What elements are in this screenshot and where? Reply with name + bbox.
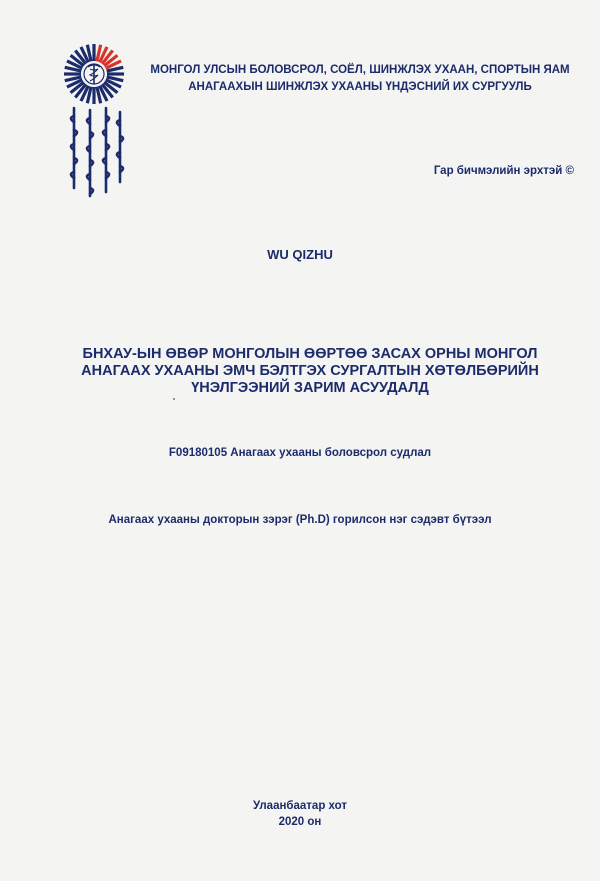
copyright-notice: Гар бичмэлийн эрхтэй © bbox=[433, 165, 574, 177]
ministry-name: МОНГОЛ УЛСЫН БОЛОВСРОЛ, СОЁЛ, ШИНЖЛЭХ УХААН, СПОРТЫН ЯАМ bbox=[150, 64, 570, 76]
title-line-2: АНАГААХ УХААНЫ ЭМЧ БЭЛТГЭХ СУРГАЛТЫН ХӨТӨЛБӨРИЙН bbox=[81, 363, 539, 379]
title-line-1: БНХАУ-ЫН ӨВӨР МОНГОЛЫН ӨӨРТӨӨ ЗАСАХ ОРНЫ МОНГОЛ bbox=[82, 346, 538, 362]
author-name: WU QIZHU bbox=[267, 247, 333, 262]
mongolian-script-emblem bbox=[60, 104, 130, 204]
thesis-title bbox=[40, 346, 580, 397]
scan-speck bbox=[173, 398, 175, 400]
title-line-3: ҮНЭЛГЭЭНИЙ ЗАРИМ АСУУДАЛД bbox=[191, 380, 429, 396]
specialty-code: F09180105 Анагаах ухааны боловсрол судлал bbox=[168, 447, 432, 459]
year: 2020 он bbox=[278, 816, 322, 828]
degree-statement: Анагаах ухааны докторын зэрэг (Ph.D) горилсон нэг сэдэвт бүтээл bbox=[108, 514, 492, 526]
place-and-year bbox=[0, 798, 600, 830]
university-emblem-icon bbox=[62, 42, 126, 106]
university-name: АНАГААХЫН ШИНЖЛЭХ УХААНЫ ҮНДЭСНИЙ ИХ СУРГУУЛЬ bbox=[188, 81, 532, 93]
institution-header bbox=[140, 62, 580, 96]
city: Улаанбаатар хот bbox=[252, 800, 348, 812]
